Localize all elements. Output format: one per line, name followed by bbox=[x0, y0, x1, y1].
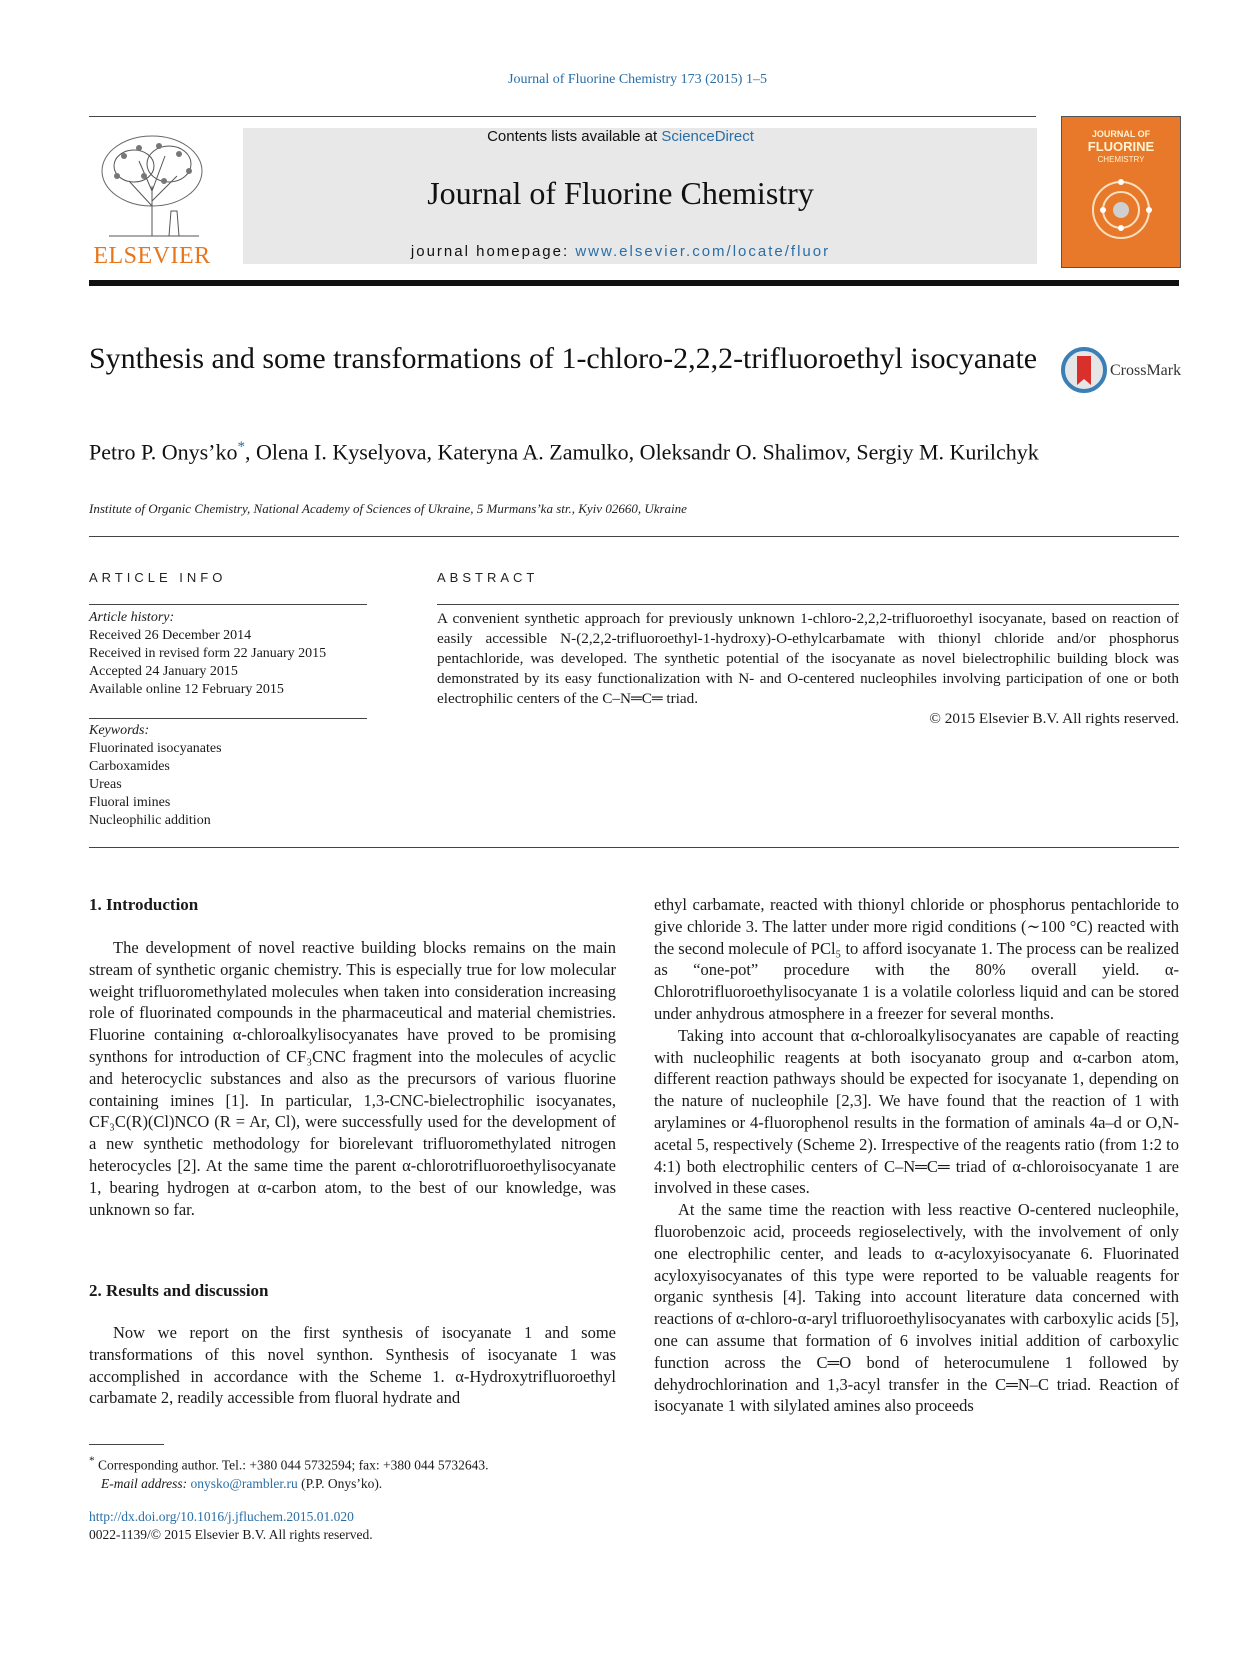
doi-link[interactable]: http://dx.doi.org/10.1016/j.jfluchem.2015.01.020 bbox=[89, 1509, 354, 1524]
abstract-body bbox=[437, 609, 1179, 729]
crossmark-label[interactable]: CrossMark bbox=[1110, 362, 1182, 379]
atom-icon bbox=[1086, 175, 1156, 245]
corresponding-mark[interactable]: * bbox=[237, 439, 246, 455]
email-link[interactable]: onysko@rambler.ru bbox=[190, 1475, 298, 1491]
article-info-rule bbox=[89, 604, 367, 605]
footnote-text: Corresponding author. Tel.: +380 044 5732594; fax: +380 044 5732643. bbox=[98, 1457, 489, 1473]
footnote-rule bbox=[89, 1444, 164, 1445]
history-item: Received 26 December 2014 bbox=[89, 628, 252, 643]
article-title: Synthesis and some transformations of 1-chloro-2,2,2-trifluoroethyl isocyanate bbox=[89, 342, 1038, 375]
divider-rule bbox=[89, 536, 1179, 537]
author-list bbox=[89, 433, 1089, 466]
abstract-copyright: © 2015 Elsevier B.V. All rights reserved. bbox=[929, 710, 1179, 727]
author-corresponding: Petro P. Onys’ko bbox=[89, 439, 238, 465]
cover-line-3: CHEMISTRY bbox=[1097, 155, 1145, 164]
abstract-text: A convenient synthetic approach for previously unknown 1-chloro-2,2,2-trifluoroethyl isocyanate, based on reaction of easily accessible N-(2,2,2-trifluoroethyl-1-hydroxy)-O-ethylcarbamate with thionyl chloride and/or phosphorus pentachloride, was developed. The synthetic potential of the isocyanate as novel bielectrophilic building block was demonstrated by its easy functionalization with N- and O-centered nucleophiles involving participation of one or both electrophilic centers of the C–N═C═ triad. bbox=[437, 610, 1179, 707]
history-item: Accepted 24 January 2015 bbox=[89, 664, 238, 679]
journal-homepage bbox=[0, 243, 1241, 260]
journal-reference[interactable]: Journal of Fluorine Chemistry 173 (2015) 1–5 bbox=[508, 72, 767, 87]
intro-text bbox=[89, 937, 616, 1220]
homepage-link[interactable]: www.elsevier.com/locate/fluor bbox=[575, 243, 831, 260]
history-label: Article history: bbox=[89, 610, 175, 625]
keywords-label: Keywords: bbox=[89, 723, 150, 738]
divider-rule-2 bbox=[89, 847, 1179, 848]
paragraph: At the same time the reaction with less reactive O-centered nucleophile, fluorobenzoic acid, proceeds regioselectively, with the involvement of only one electrophilic center, and leads to α-acyloxyisocyanate 6. Fluorinated acyloxyisocyanates of this type were reported to be valuable reagents for organic synthesis [4]. Taking into account literature data concerned with reactions of α-chloro-α-aryl trifluoroethylisocyanates with carboxylic acids [5], one can assume that formation of 6 involves initial addition of carboxylic function across the C═O bond of heterocumulene 1 followed by dehydrochlorination and 1,3-acyl transfer in the C═N–C triad. Reaction of isocyanate 1 with silylated amines also proceeds bbox=[654, 1200, 1179, 1416]
author-others: , Olena I. Kyselyova, Kateryna A. Zamulko, Oleksandr O. Shalimov, Sergiy M. Kurilchyk bbox=[245, 439, 1039, 465]
paragraph: ethyl carbamate, reacted with thionyl chloride or phosphorus pentachloride to give chloride 3. The latter under more rigid conditions (∼100 °C) reacted with the second molecule of PCl₅ to afford isocyanate 1. The process can be realized as “one-pot” procedure with the 80% overall yield. α-Chlorotrifluoroethylisocyanate 1 is a volatile colorless liquid and can be stored under anhydrous atmosphere in a freezer for several months. bbox=[654, 895, 1179, 1023]
section-heading: 1. Introduction bbox=[89, 895, 199, 914]
section-heading: 2. Results and discussion bbox=[89, 1281, 269, 1300]
homepage-prefix: journal homepage: bbox=[410, 243, 576, 260]
contents-prefix: Contents lists available at bbox=[487, 128, 662, 145]
results-heading bbox=[89, 1280, 616, 1302]
paragraph: The development of novel reactive building blocks remains on the main stream of synthetic organic chemistry. This is especially true for low molecular weight trifluoromethylated molecules when taken into consideration increasing role of fluorinated compounds in the pharmaceutical and material chemistries. Fluorine containing α-chloroalkylisocyanates have proved to be promising synthons for introduction of CF₃CNC fragment into the molecules of acyclic and heterocyclic substances and also as the precursors of various fluorine containing imines [1]. In particular, 1,3-CNC-bielectrophilic isocyanates, CF₃C(R)(Cl)NCO (R = Ar, Cl), were successfully used for the development of a new synthetic methodology for biorelevant trifluoromethylated nitrogen heterocycles [2]. At the same time the parent α-chlorotrifluoroethylisocyanate 1, bearing hydrogen at α-carbon atom, to the best of our knowledge, was unknown so far. bbox=[89, 938, 616, 1219]
journal-cover-thumbnail bbox=[1061, 116, 1181, 268]
article-history bbox=[89, 609, 326, 699]
journal-title: Journal of Fluorine Chemistry bbox=[427, 175, 814, 211]
keywords bbox=[89, 722, 222, 830]
email-suffix: (P.P. Onys’ko). bbox=[297, 1475, 383, 1491]
crossmark-icon[interactable] bbox=[1061, 347, 1107, 393]
keyword-item: Ureas bbox=[89, 777, 122, 792]
results-text bbox=[89, 1322, 616, 1409]
issn-line: 0022-1139/© 2015 Elsevier B.V. All rights reserved. bbox=[89, 1527, 373, 1542]
email-label: E-mail address: bbox=[101, 1475, 191, 1491]
masthead-bottom-rule bbox=[89, 280, 1179, 286]
abstract-heading: ABSTRACT bbox=[437, 570, 539, 585]
header-rule bbox=[89, 116, 1036, 117]
article-info-heading: ARTICLE INFO bbox=[89, 570, 227, 585]
contents-line bbox=[0, 128, 1241, 145]
cover-line-1: JOURNAL OF bbox=[1091, 129, 1151, 139]
intro-heading bbox=[89, 894, 616, 916]
paragraph: Now we report on the first synthesis of isocyanate 1 and some transformations of this novel synthon. Synthesis of isocyanate 1 was accomplished in accordance with the Scheme 1. α-Hydroxytrifluoroethyl carbamate 2, readily accessible from fluoral hydrate and bbox=[89, 1323, 616, 1408]
keyword-item: Fluorinated isocyanates bbox=[89, 741, 222, 756]
abstract-rule bbox=[437, 604, 1179, 605]
affiliation: Institute of Organic Chemistry, National Academy of Sciences of Ukraine, 5 Murmans’ka str., Kyiv 02660, Ukraine bbox=[89, 501, 687, 516]
paragraph: Taking into account that α-chloroalkylisocyanates are capable of reacting with nucleophilic reagents at both isocyanato group and α-carbon atom, different reaction pathways should be expected for isocyanate 1, depending on the nature of nucleophile [2,3]. We have found that the reaction of 1 with arylamines or 4-fluorophenol results in the formation of aminals 4a–d or O,N-acetal 5, respectively (Scheme 2). Irrespective of the reagents ratio (from 1:2 to 4:1) both electrophilic centers of C–N═C═ triad of α-chloroisocyanate 1 are involved in these cases. bbox=[654, 1025, 1179, 1198]
keyword-item: Nucleophilic addition bbox=[89, 813, 211, 828]
footnote-mark: * bbox=[89, 1455, 95, 1467]
history-item: Received in revised form 22 January 2015 bbox=[89, 646, 327, 661]
doi-block bbox=[89, 1508, 373, 1544]
elsevier-wordmark: ELSEVIER bbox=[93, 243, 211, 269]
column-2-text bbox=[654, 894, 1179, 1417]
keywords-rule bbox=[89, 718, 367, 719]
sciencedirect-link[interactable]: ScienceDirect bbox=[661, 128, 754, 145]
history-item: Available online 12 February 2015 bbox=[89, 682, 284, 697]
keyword-item: Carboxamides bbox=[89, 759, 170, 774]
footnote bbox=[89, 1452, 629, 1493]
keyword-item: Fluoral imines bbox=[89, 795, 171, 810]
cover-line-2: FLUORINE bbox=[1087, 139, 1155, 154]
